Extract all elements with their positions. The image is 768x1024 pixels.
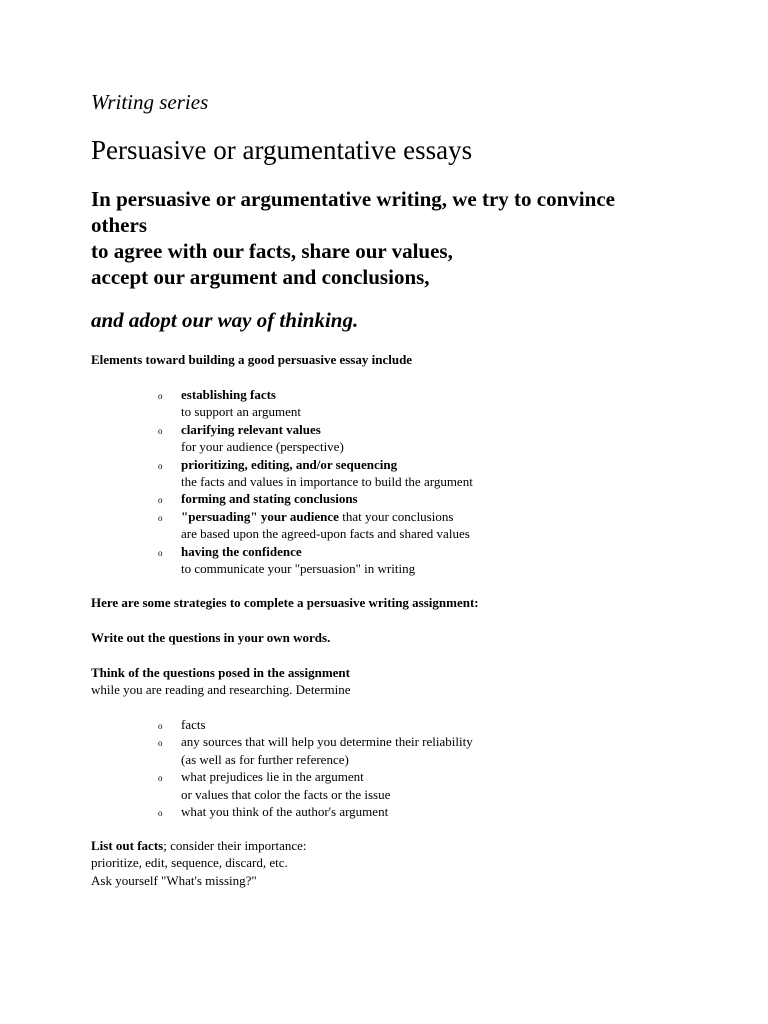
item-title: prioritizing, editing, and/or sequencing [181, 456, 398, 472]
elements-list [91, 386, 473, 577]
lead-line: accept our argument and conclusions, [91, 265, 430, 289]
item-detail: the facts and values in importance to build the argument [181, 474, 473, 490]
item-title: forming and stating conclusions [181, 491, 358, 507]
item-title: having the confidence [181, 543, 302, 559]
strategy-step-3-heading: List out facts [91, 838, 164, 853]
bullet-icon: o [158, 738, 163, 749]
item-text: any sources that will help you determine their reliability [181, 734, 473, 750]
item-text: what prejudices lie in the argument [181, 769, 364, 785]
bullet-icon: o [158, 391, 163, 401]
bullet-icon: o [158, 512, 163, 523]
lead-italic-line: and adopt our way of thinking. [91, 308, 359, 332]
lead-line: to agree with our facts, share our values, [91, 239, 453, 263]
series-label: Writing series [91, 90, 209, 114]
strategy-step-2-text: while you are reading and researching. Determine [91, 682, 351, 698]
strategy-step-3-text: ; consider their importance: [163, 838, 307, 853]
lead-line: others [91, 213, 147, 237]
bullet-icon: o [158, 425, 163, 436]
lead-paragraph [91, 186, 691, 290]
list-item [91, 803, 473, 820]
strategies-heading: Here are some strategies to complete a persuasive writing assignment: [91, 595, 479, 610]
item-detail: or values that color the facts or the issue [181, 786, 391, 802]
bullet-icon: o [158, 460, 163, 471]
strategy-step-1: Write out the questions in your own words. [91, 630, 331, 645]
determine-list [91, 716, 473, 820]
bullet-icon: o [158, 808, 163, 819]
lead-line: In persuasive or argumentative writing, we try to convince [91, 187, 615, 211]
bullet-icon: o [158, 721, 163, 731]
strategy-step-3-line-2: prioritize, edit, sequence, discard, etc. [91, 855, 288, 871]
strategy-step-3-line-3: Ask yourself "What's missing?" [91, 872, 257, 888]
bullet-icon: o [158, 547, 163, 558]
elements-intro: Elements toward building a good persuasive essay include [91, 352, 413, 367]
strategy-step-2-heading: Think of the questions posed in the assignment [91, 665, 350, 680]
item-title: establishing facts [181, 387, 276, 402]
item-title: clarifying relevant values [181, 421, 321, 437]
list-item [91, 508, 473, 543]
list-item [91, 421, 473, 456]
bullet-icon: o [158, 773, 163, 784]
page-title: Persuasive or argumentative essays [91, 135, 473, 165]
list-item [91, 456, 473, 491]
list-item [91, 386, 473, 421]
list-item [91, 716, 473, 733]
item-detail: to communicate your "persuasion" in writing [181, 561, 416, 577]
list-item [91, 490, 473, 507]
item-title-rest: that your conclusions [338, 508, 454, 524]
item-detail: for your audience (perspective) [181, 439, 344, 455]
item-detail: to support an argument [181, 404, 301, 420]
item-detail: are based upon the agreed-upon facts and shared values [181, 526, 470, 542]
item-detail: (as well as for further reference) [181, 751, 349, 767]
list-item [91, 768, 473, 803]
list-item [91, 543, 473, 578]
item-title: "persuading" your audience [181, 508, 339, 524]
strategy-step-3 [91, 837, 307, 854]
item-text: what you think of the author's argument [181, 804, 389, 820]
bullet-icon: o [158, 495, 163, 506]
item-text: facts [181, 717, 206, 732]
list-item [91, 733, 473, 768]
